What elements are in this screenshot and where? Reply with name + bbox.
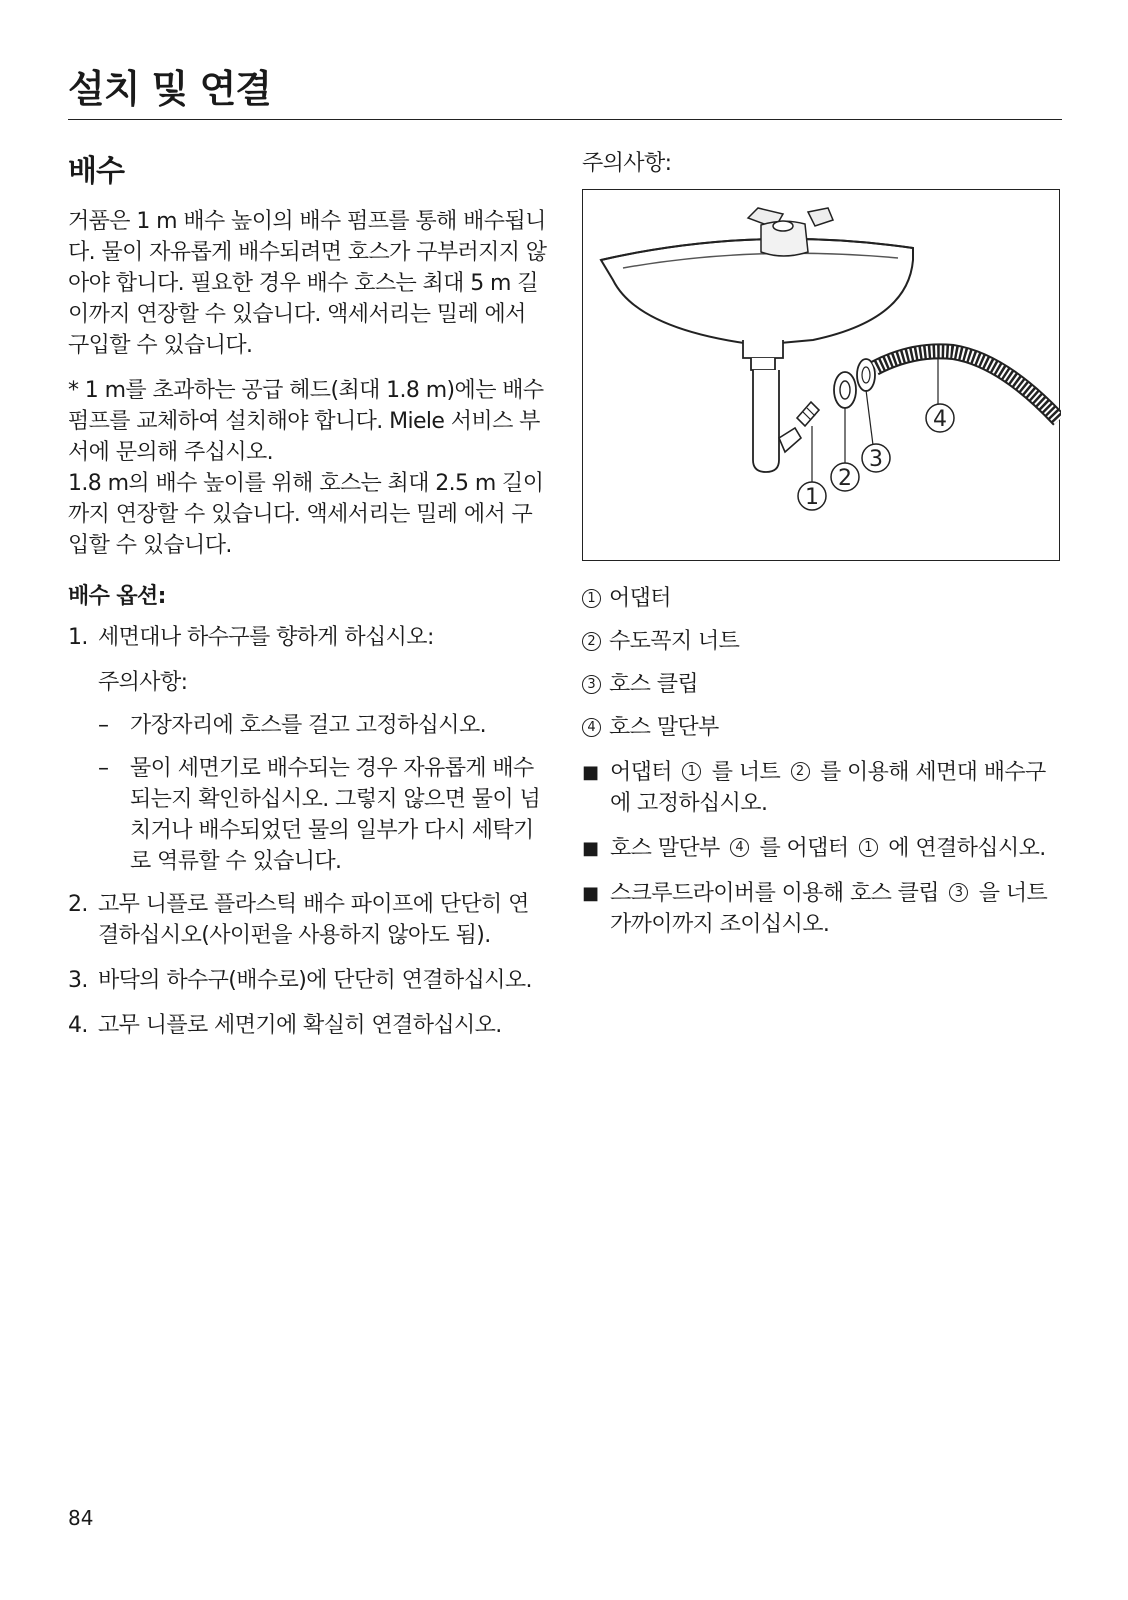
legend-label: 호스 클립 [609, 672, 699, 697]
step-number: 2. [68, 892, 88, 917]
bullet-text-part: 를 이용해 세면대 배수구에 고정하십시오. [610, 760, 1046, 816]
step-2 [68, 889, 548, 951]
step-number: 4. [68, 1013, 88, 1038]
callout-number: 1 [682, 762, 701, 781]
step-1-note-label: 주의사항: [98, 670, 188, 695]
legend-item-adapter [582, 583, 1062, 614]
legend-item-hose-end [582, 712, 1062, 743]
callout-number: 3 [582, 675, 601, 694]
callout-label: 3 [869, 447, 883, 472]
dash-mark: – [98, 713, 109, 738]
subitem-text: 가장자리에 호스를 걸고 고정하십시오. [130, 713, 487, 738]
dash-mark: – [98, 756, 109, 781]
square-bullet-icon: ■ [582, 762, 599, 783]
instruction-bullet [582, 833, 1062, 864]
step-text: 고무 니플로 플라스틱 배수 파이프에 단단히 연결하십시오(사이펀을 사용하지 않아도 됨). [98, 892, 529, 948]
legend-label: 호스 말단부 [609, 715, 719, 740]
bullet-text-part: 를 어댑터 [759, 836, 849, 861]
callout-number: 4 [582, 718, 601, 737]
title-divider [68, 119, 1062, 120]
instruction-bullet [582, 757, 1062, 819]
step-1 [68, 622, 548, 653]
step-number: 1. [68, 625, 88, 650]
bullet-text-part: 호스 말단부 [610, 836, 720, 861]
right-column [582, 146, 1062, 940]
callout-number: 2 [791, 762, 810, 781]
square-bullet-icon: ■ [582, 883, 599, 904]
drain-options-heading: 배수 옵션: [68, 584, 166, 609]
callout-label: 1 [805, 485, 819, 510]
callout-number: 1 [582, 589, 601, 608]
legend-label: 수도꼭지 너트 [609, 629, 740, 654]
step-1-subitem [98, 710, 548, 741]
bullet-text [610, 878, 1062, 940]
subitem-text: 물이 세면기로 배수되는 경우 자유롭게 배수되는지 확인하십시오. 그렇지 않으면 물이 넘치거나 배수되었던 물의 일부가 다시 세탁기로 역류할 수 있습니다. [130, 756, 541, 874]
bullet-text-part: 에 연결하십시오. [888, 836, 1046, 861]
step-text: 바닥의 하수구(배수로)에 단단히 연결하십시오. [98, 968, 532, 993]
sink-siphon-hose-illustration [583, 190, 1061, 562]
left-column [68, 146, 548, 1055]
bullet-text-part: 스크루드라이버를 이용해 호스 클립 [610, 881, 939, 906]
page-title: 설치 및 연결 [68, 67, 271, 111]
figure-note-label: 주의사항: [582, 151, 672, 176]
step-text: 세면대나 하수구를 향하게 하십시오: [98, 625, 434, 650]
step-4 [68, 1010, 548, 1041]
callout-1 [798, 482, 826, 510]
square-bullet-icon: ■ [582, 838, 599, 859]
callout-2 [831, 463, 859, 491]
callout-4 [926, 404, 954, 432]
callout-number: 4 [730, 838, 749, 857]
bullet-text [610, 757, 1062, 819]
callout-number: 3 [949, 883, 968, 902]
bullet-text-part: 어댑터 [610, 760, 672, 785]
legend-item-tap-nut [582, 626, 1062, 657]
step-3 [68, 965, 548, 996]
step-text: 고무 니플로 세면기에 확실히 연결하십시오. [98, 1013, 502, 1038]
page-number: 84 [68, 1506, 94, 1530]
instruction-bullet [582, 878, 1062, 940]
callout-number: 2 [582, 632, 601, 651]
callout-label: 2 [838, 466, 852, 491]
section-heading: 배수 [68, 154, 124, 189]
step-number: 3. [68, 968, 88, 993]
drain-intro-paragraph: 거품은 1 m 배수 높이의 배수 펌프를 통해 배수됩니다. 물이 자유롭게 배수되려면 호스가 구부러지지 않아야 합니다. 필요한 경우 배수 호스는 최대 5 m 길이까지 연장할 수 있습니다. 액세서리는 밀레 에서 구입할 수 있습니다. [68, 209, 547, 358]
legend-label: 어댑터 [609, 586, 671, 611]
bullet-text-part: 을 너트 가까이까지 조이십시오. [610, 881, 1048, 937]
pump-note-paragraph: * 1 m를 초과하는 공급 헤드(최대 1.8 m)에는 배수 펌프를 교체하여 설치해야 합니다. Miele 서비스 부서에 문의해 주십시오. [68, 378, 544, 465]
callout-label: 4 [933, 407, 947, 432]
extension-paragraph: 1.8 m의 배수 높이를 위해 호스는 최대 2.5 m 길이까지 연장할 수 있습니다. 액세서리는 밀레 에서 구입할 수 있습니다. [68, 471, 544, 558]
bullet-text-part: 를 너트 [711, 760, 781, 785]
legend-item-hose-clip [582, 669, 1062, 700]
callout-number: 1 [859, 838, 878, 857]
bullet-text [610, 833, 1062, 864]
callout-3 [862, 444, 890, 472]
sink-connection-figure [582, 189, 1060, 561]
step-1-subitem [98, 753, 548, 877]
